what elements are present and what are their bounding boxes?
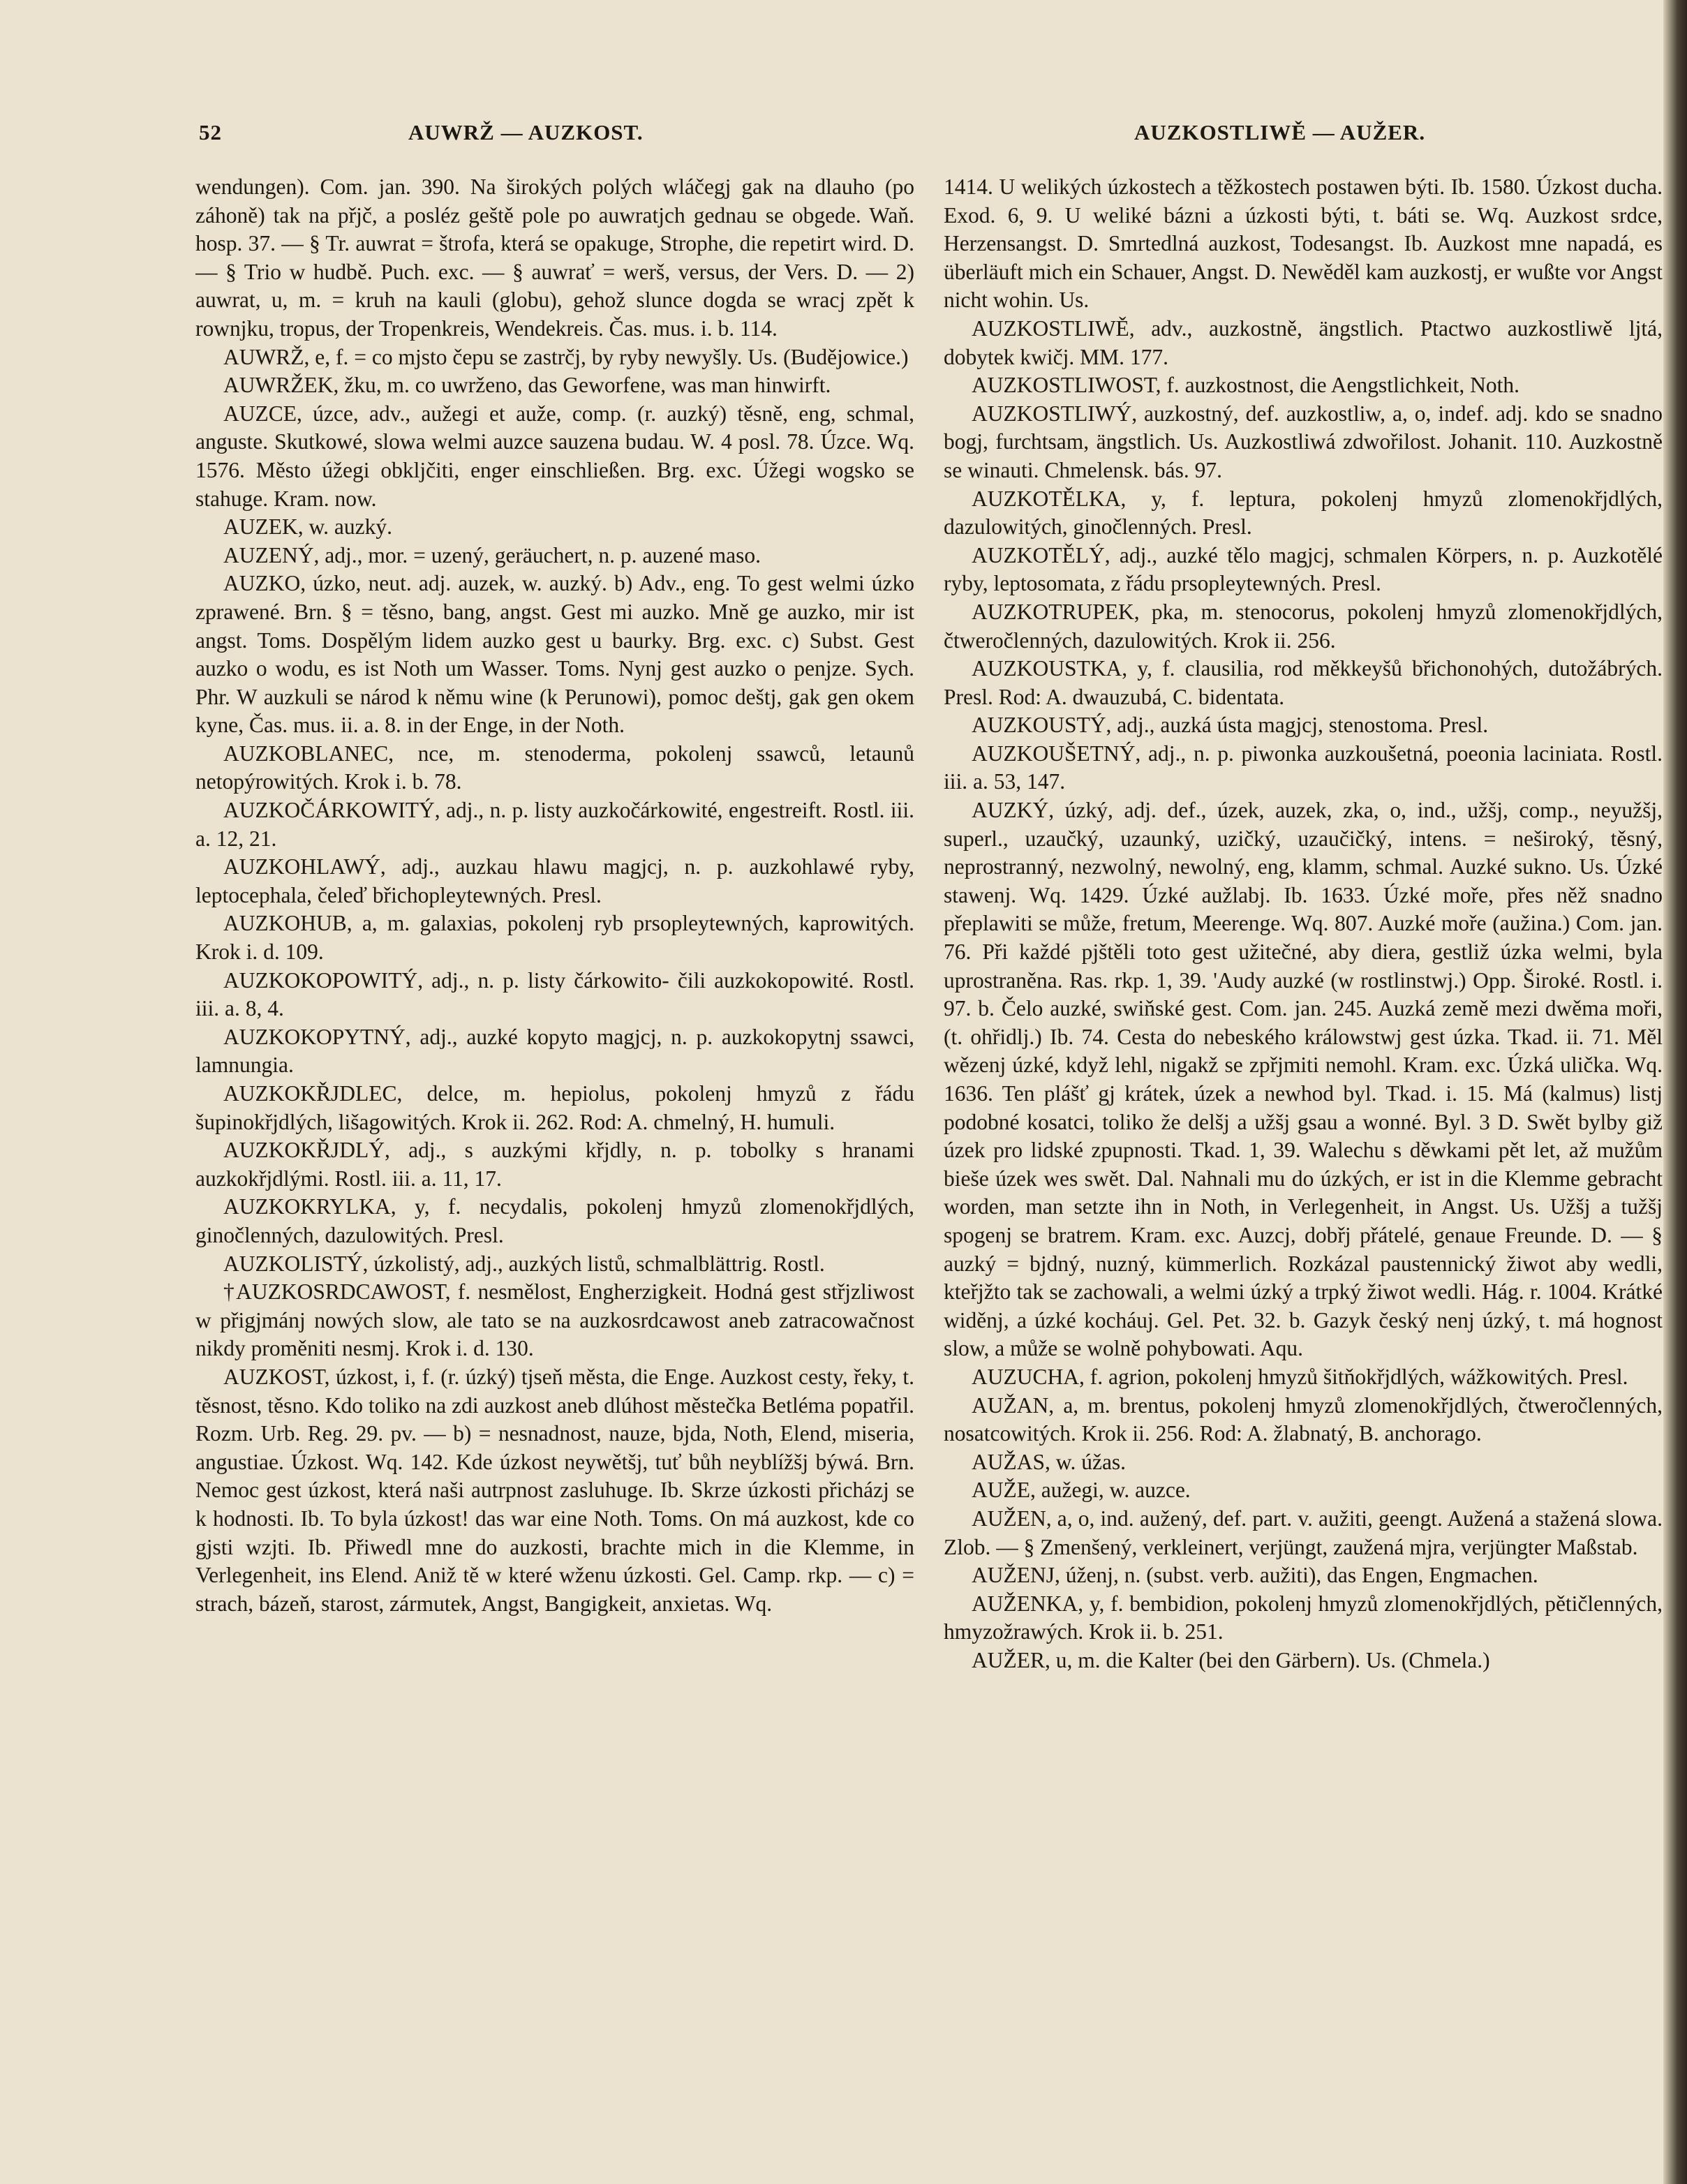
entry: AUŽEN, a, o, ind. aužený, def. part. v. aužiti, geengt. Aužená a stažená slowa. Zlob. — § Zmenšený, verkleinert, verjüngt, zaužená mjra, verjüngter Maßstab. xyxy=(944,1506,1663,1559)
entry: AUZKO, úzko, neut. adj. auzek, w. auzký. b) Adv., eng. To gest welmi úzko zprawené. Brn. § = těsno, bang, angst. Gest mi auzko. Mně ge auzko, mir ist angst. Toms. Dospělým lidem auzko gest u baurky. Brg. exc. c) Subst. Gest auzko o wodu, es ist Noth um Wasser. Toms. Nynj gest auzko o penjze. Sych. Phr. W auzkuli se národ k němu wine (k Perunowi), pomoc deštj, gak gen okem kyne, Čas. mus. ii. a. 8. in der Enge, in der Noth. xyxy=(195,571,914,738)
entry: †AUZKOSRDCAWOST, f. nesmělost, Engherzigkeit. Hodná gest střjzliwost w přigjmánj nowých slow, ale tato se na auzkosrdcawost aneb zatracowačnost nikdy proměniti nesmj. Krok i. d. 130. xyxy=(195,1279,914,1361)
entry: AUŽAN, a, m. brentus, pokolenj hmyzů zlomenokřjdlých, čtweročlenných, nosatcowitých. Krok ii. 256. Rod: A. žlabnatý, B. anchorago. xyxy=(944,1392,1663,1446)
page-number: 52 xyxy=(199,120,222,144)
entry: AUŽAS, w. úžas. xyxy=(972,1449,1127,1474)
entry: AUZUCHA, f. agrion, pokolenj hmyzů šitňokřjdlých, wážkowitých. Presl. xyxy=(972,1364,1628,1389)
entry: AUWRŽ, e, f. = co mjsto čepu se zastrčj, by ryby newyšly. Us. (Budějowice.) xyxy=(223,344,909,369)
entry: AUZKOSTLIWÝ, auzkostný, def. auzkostliw, a, o, indef. adj. kdo se snadno bogj, furchtsam, ängstlich. Us. Auzkostliwá zdwořilost. Johanit. 110. Auzkostně se winauti. Chmelensk. bás. 97. xyxy=(944,401,1663,482)
entry: AUZKOČÁRKOWITÝ, adj., n. p. listy auzkočárkowité, engestreift. Rostl. iii. a. 12, 21. xyxy=(195,798,914,851)
entry: AUZKÝ, úzký, adj. def., úzek, auzek, zka, o, ind., užšj, comp., neyužšj, superl., uzaučký, uzaunký, uzičký, uzaučičký, intens. = neširoký, těsný, neprostranný, nezwolný, newolný, eng, klamm, schmal. Auzké sukno. Us. Úzké stawenj. Wq. 1429. Úzké aužlabj. Ib. 1633. Úzké moře, přes něž snadno přeplawiti se může, fretum, Meerenge. Wq. 807. Auzké moře (aužina.) Com. jan. 76. Při každé pjštěli toto gest užitečné, aby diera, gestliž úzka welmi, byla uprostraněna. Ras. rkp. 1, 39. 'Audy auzké (w rostlinstwj.) Opp. Široké. Rostl. i. 97. b. Čelo auzké, swiňské gest. Com. jan. 245. Auzká země mezi dwěma moři, (t. ohřidlj.) Ib. 74. Cesta do nebeského králowstwj gest úzka. Tkad. ii. 71. Měl wězenj úzké, když lehl, nigakž se zpřjmiti nemohl. Kram. exc. Úzká ulička. Wq. 1636. Ten plášť gj krátek, úzek a newhod byl. Tkad. i. 15. Má (kalmus) listj podobné kosatci, toliko že delšj a užšj gsau a wonné. Byl. 3 D. Swět bylby giž úzek pro lidské zpupnosti. Tkad. 1, 39. Walechu s děwkami pět let, až mužům bieše úzek wes swět. Dal. Nahnali mu do úzkých, er ist in die Klemme gebracht worden, man setzte ihn in Noth, in Verlegenheit, in Angst. Us. Užšj a tužšj spogenj se bratrem. Kram. exc. Auzcj, dobřj přátelé, genaue Freunde. D. — § auzký = bjdný, nuzný, kümmerlich. Rozkázal paustennický žiwot aby wedli, kteřjžto tak se zachowali, a welmi úzký a trpký žiwot wedli. Hág. r. 1004. Krátké widěnj, a úzké kocháuj. Gel. Pet. 32. b. Gazyk český nenj úzký, t. má hognost slow, a může se wolně pohybowati. Aqu. xyxy=(944,798,1663,1361)
entry: AUWRŽEK, žku, m. co uwrženo, das Geworfene, was man hinwirft. xyxy=(223,373,831,398)
running-head-right: AUZKOSTLIWĚ — AUŽER. xyxy=(1134,120,1426,144)
page-header xyxy=(199,120,1570,156)
entry: AUZKOUŠETNÝ, adj., n. p. piwonka auzkoušetná, poeonia laciniata. Rostl. iii. a. 53, 147. xyxy=(944,741,1663,794)
entry: AUZKOKOPYTNÝ, adj., auzké kopyto magjcj, n. p. auzkokopytnj ssawci, lamnungia. xyxy=(195,1024,914,1078)
running-head-left: AUWRŽ — AUZKOST. xyxy=(408,120,644,144)
entry: AUZKOTĚLKA, y, f. leptura, pokolenj hmyzů zlomenokřjdlých, dazulowitých, ginočlenných. Presl. xyxy=(944,486,1663,540)
right-column xyxy=(944,173,1663,2141)
entry: AUZKOKŘJDLEC, delce, m. hepiolus, pokolenj hmyzů z řádu šupinokřjdlých, lišagowitých. Krok ii. 262. Rod: A. chmelný, H. humuli. xyxy=(195,1081,914,1134)
entry: AUZKOHUB, a, m. galaxias, pokolenj ryb prsopleytewných, kaprowitých. Krok i. d. 109. xyxy=(195,911,914,965)
entry: AUŽENKA, y, f. bembidion, pokolenj hmyzů zlomenokřjdlých, pětičlenných, hmyzožrawých. Krok ii. b. 251. xyxy=(944,1591,1663,1644)
entry: wendungen). Com. jan. 390. Na širokých polých wláčegj gak na dlauho (po záhoně) tak na přjč, a posléz geště pole po auwratjch gednau se obgede. Waň. hosp. 37. — § Tr. auwrat = štrofa, která se opakuge, Strophe, die repetirt wird. D. — § Trio w hudbě. Puch. exc. — § auwrať = werš, versus, der Vers. D. — 2) auwrat, u, m. = kruh na kauli (globu), gehož slunce dogda se wracj zpět k rownjku, tropus, der Tropenkreis, Wendekreis. Čas. mus. i. b. 114. xyxy=(195,174,914,341)
entry: AUZKOTĚLÝ, adj., auzké tělo magjcj, schmalen Körpers, n. p. Auzkotělé ryby, leptosomata, z řádu prsopleytewných. Presl. xyxy=(944,542,1663,596)
entry: AUZENÝ, adj., mor. = uzený, geräuchert, n. p. auzené maso. xyxy=(223,542,761,567)
entry: AUZKOSTLIWĚ, adv., auzkostně, ängstlich. Ptactwo auzkostliwě ljtá, dobytek kwičj. MM. 177. xyxy=(944,315,1663,369)
entry: AUZKOUSTÝ, adj., auzká ústa magjcj, stenostoma. Presl. xyxy=(972,713,1489,738)
entry: AUŽER, u, m. die Kalter (bei den Gärbern). Us. (Chmela.) xyxy=(972,1647,1490,1672)
entry: AUZKOUSTKA, y, f. clausilia, rod měkkeyšů břichonohých, dutožábrých. Presl. Rod: A. dwauzubá, C. bidentata. xyxy=(944,656,1663,709)
entry: AUZEK, w. auzký. xyxy=(223,514,393,540)
entry: AUZKOBLANEC, nce, m. stenoderma, pokolenj ssawců, letaunů netopýrowitých. Krok i. b. 78. xyxy=(195,741,914,794)
entry: AUZKOKRYLKA, y, f. necydalis, pokolenj hmyzů zlomenokřjdlých, ginočlenných, dazulowitých. Presl. xyxy=(195,1194,914,1247)
entry: AUZKOST, úzkost, i, f. (r. úzký) tjseň města, die Enge. Auzkost cesty, řeky, t. těsnost, těsno. Kdo toliko na zdi auzkost aneb dlúhost městečka Betléma popatřil. Rozm. Urb. Reg. 29. pv. — b) = nesnadnost, nauze, bjda, Noth, Elend, miseria, angustiae. Úzkost. Wq. 142. Kde úzkost neywětšj, tuť bůh neyblížšj býwá. Brn. Nemoc gest úzkost, která naši autrpnost zasluhuge. Ib. Skrze úzkosti přicházj se k hodnosti. Ib. To byla úzkost! das war eine Noth. Toms. On má auzkost, kde co gjsti wzjti. Ib. Přiwedl mne do auzkosti, brachte mich in die Klemme, in Verlegenheit, ins Elend. Aniž tě w které wženu úzkosti. Gel. Camp. rkp. — c) = strach, bázeň, starost, zármutek, Angst, Bangigkeit, anxietas. Wq. xyxy=(195,1364,914,1616)
entry: AUŽE, aužegi, w. auzce. xyxy=(972,1478,1191,1503)
entry: 1414. U welikých úzkostech a těžkostech postawen býti. Ib. 1580. Úzkost ducha. Exod. 6, 9. U weliké bázni a úzkosti býti, t. báti se. Wq. Auzkost srdce, Herzensangst. D. Smrtedlná auzkost, Todesangst. Ib. Auzkost mne napadá, es überläuft mich ein Schauer, Angst. D. Newěděl kam auzkostj, er wußte vor Angst nicht wohin. Us. xyxy=(944,174,1663,313)
entry: AUZCE, úzce, adv., aužegi et auže, comp. (r. auzký) těsně, eng, schmal, anguste. Skutkowé, slowa welmi auzce sauzena budau. W. 4 posl. 78. Úzce. Wq. 1576. Město úžegi obkljčiti, enger einschließen. Brg. exc. Úžegi wogsko se stahuge. Kram. now. xyxy=(195,401,914,511)
page-edge-shadow xyxy=(1663,0,1687,2184)
entry: AUŽENJ, úženj, n. (subst. verb. aužiti), das Engen, Engmachen. xyxy=(972,1563,1538,1588)
entry: AUZKOLISTÝ, úzkolistý, adj., auzkých listů, schmalblättrig. Rostl. xyxy=(223,1251,825,1276)
left-column xyxy=(195,173,914,2141)
entry: AUZKOTRUPEK, pka, m. stenocorus, pokolenj hmyzů zlomenokřjdlých, čtweročlenných, dazulowitých. Krok ii. 256. xyxy=(944,599,1663,653)
entry: AUZKOKŘJDLÝ, adj., s auzkými křjdly, n. p. tobolky s hranami auzkokřjdlými. Rostl. iii. a. 11, 17. xyxy=(195,1138,914,1191)
entry: AUZKOHLAWÝ, adj., auzkau hlawu magjcj, n. p. auzkohlawé ryby, leptocephala, čeleď břichopleytewných. Presl. xyxy=(195,854,914,907)
entry: AUZKOKOPOWITÝ, adj., n. p. listy čárkowito- čili auzkokopowité. Rostl. iii. a. 8, 4. xyxy=(195,967,914,1021)
entry: AUZKOSTLIWOST, f. auzkostnost, die Aengstlichkeit, Noth. xyxy=(972,373,1520,398)
